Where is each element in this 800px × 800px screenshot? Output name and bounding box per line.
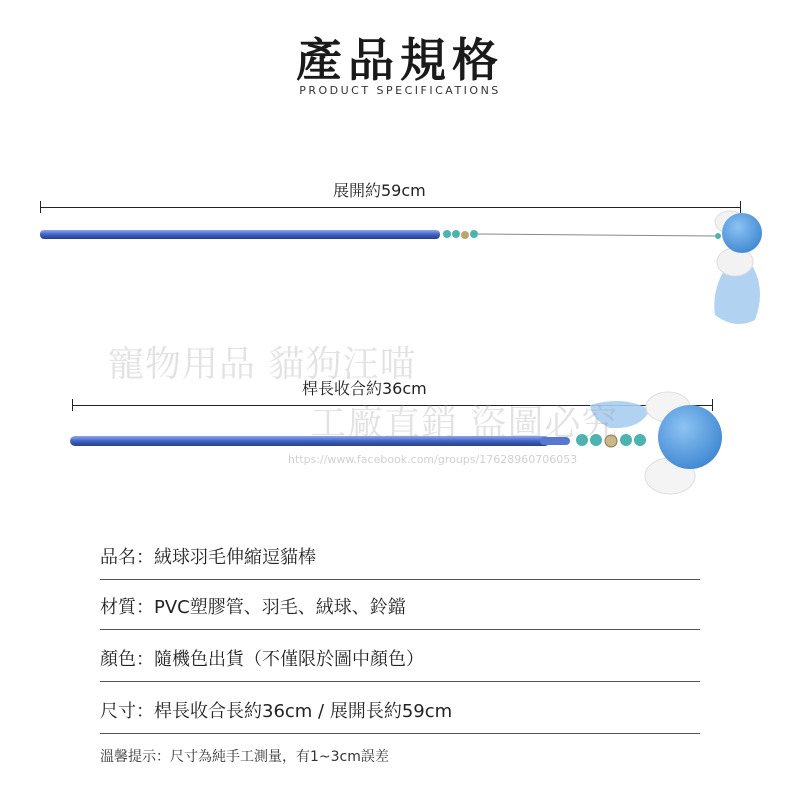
extended-rod xyxy=(40,230,440,239)
spec-row-name xyxy=(100,532,700,580)
extended-wand xyxy=(40,211,762,324)
retracted-length-label: 桿長收合約36cm xyxy=(302,379,427,398)
spec-row-material xyxy=(100,582,700,630)
spec-name-text: 品名：絨球羽毛伸縮逗貓棒 xyxy=(100,547,316,568)
spec-color-text: 顏色：隨機色出貨（不僅限於圖中顏色） xyxy=(100,649,424,670)
spec-row-color xyxy=(100,634,700,682)
spec-size-text: 尺寸：桿長收合長約36cm / 展開長約59cm xyxy=(100,701,453,722)
spec-material-text: 材質：PVC塑膠管、羽毛、絨球、鈴鐺 xyxy=(100,597,406,618)
extended-bead xyxy=(443,230,451,238)
spec-row-size xyxy=(100,686,700,734)
page-title: 產品規格 xyxy=(296,33,504,87)
watermark-line-2: 工廠直銷 盜圖必究 xyxy=(310,403,619,444)
extended-length-label: 展開約59cm xyxy=(333,181,426,200)
page-subtitle: PRODUCT SPECIFICATIONS xyxy=(299,84,501,97)
extended-bell xyxy=(461,231,469,239)
watermark-line-1: 寵物用品 貓狗汪喵 xyxy=(108,344,417,385)
measurement-note: 溫馨提示：尺寸為純手工測量，有1~3cm誤差 xyxy=(100,749,389,765)
retracted-bead xyxy=(634,434,646,446)
extended-bead xyxy=(452,230,460,238)
extended-pompom-icon xyxy=(722,213,762,253)
extended-bead xyxy=(470,230,478,238)
watermark-url: https://www.facebook.com/groups/17628960706053 xyxy=(288,453,578,466)
retracted-pompom-icon xyxy=(658,405,722,469)
extended-wire-bead xyxy=(715,233,721,239)
retracted-bead xyxy=(620,434,632,446)
extended-wire xyxy=(478,234,715,236)
